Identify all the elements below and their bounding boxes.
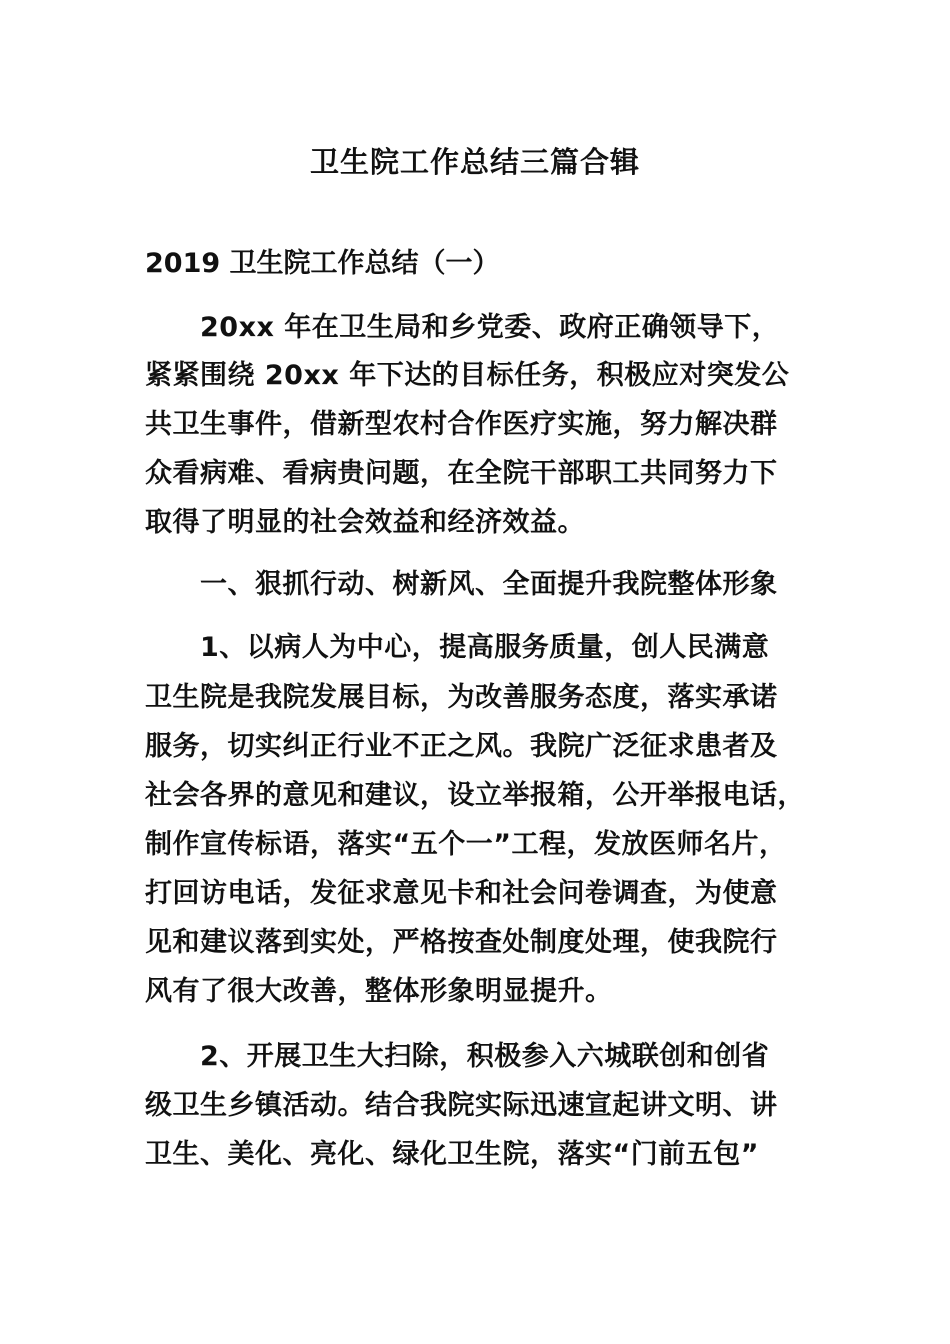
paragraph-line: 1、以病人为中心，提高服务质量，创人民满意 [200,632,770,663]
paragraph-line: 20xx 年在卫生局和乡党委、政府正确领导下， [200,312,780,343]
paragraph-line: 众看病难、看病贵问题，在全院干部职工共同努力下 [145,458,778,489]
paragraph-line: 级卫生乡镇活动。结合我院实际迅速宣起讲文明、讲 [145,1090,778,1121]
paragraph-line: 服务，切实纠正行业不正之风。我院广泛征求患者及 [145,731,778,762]
section-heading: 2019 卫生院工作总结（一） [145,248,500,279]
paragraph-line: 卫生、美化、亮化、绿化卫生院，落实“门前五包” [145,1139,759,1170]
paragraph-line: 2、开展卫生大扫除，积极参入六城联创和创省 [200,1041,770,1072]
document-title: 卫生院工作总结三篇合辑 [309,145,640,179]
paragraph-line: 风有了很大改善，整体形象明显提升。 [145,976,613,1007]
paragraph-line: 卫生院是我院发展目标，为改善服务态度，落实承诺 [145,682,778,713]
paragraph-line: 见和建议落到实处，严格按查处制度处理，使我院行 [145,927,778,958]
paragraph-line: 制作宣传标语，落实“五个一”工程，发放医师名片， [145,829,787,860]
paragraph-line: 打回访电话，发征求意见卡和社会问卷调查，为使意 [145,878,778,909]
paragraph-line: 紧紧围绕 20xx 年下达的目标任务，积极应对突发公 [145,360,790,391]
paragraph-line: 共卫生事件，借新型农村合作医疗实施，努力解决群 [145,409,778,440]
paragraph-line: 取得了明显的社会效益和经济效益。 [145,507,585,538]
subheading-line: 一、狠抓行动、树新风、全面提升我院整体形象 [200,569,778,600]
paragraph-line: 社会各界的意见和建议，设立举报箱，公开举报电话， [145,780,805,811]
